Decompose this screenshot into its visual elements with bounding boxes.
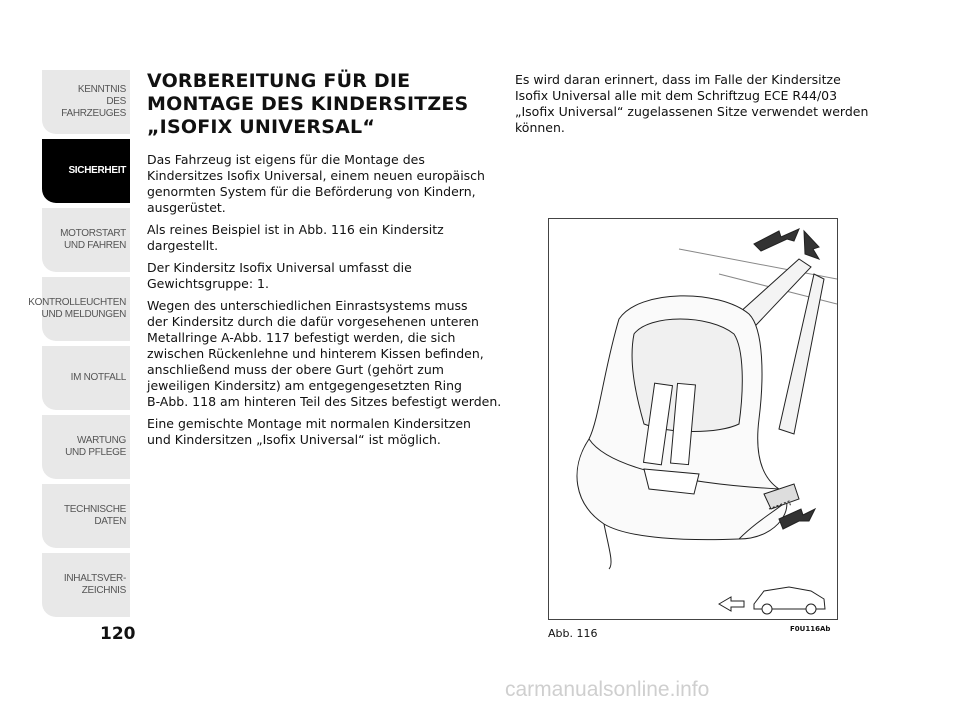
tab-label: WARTUNG UND PFLEGE [65, 435, 126, 458]
tab-label: MOTORSTART UND FAHREN [60, 228, 126, 251]
paragraph: Als reines Beispiel ist in Abb. 116 ein Kindersitz dargestellt. [147, 222, 444, 253]
reminder-paragraph: Es wird daran erinnert, dass im Falle der Kindersitze Isofix Universal alle mit dem Schriftzug ECE R44/03 „Isofix Universal“ zugelassenen Sitze verwendet werden können. [515, 72, 869, 135]
tab-kontrolleuchten[interactable] [28, 277, 130, 341]
page-title: VORBEREITUNG FÜR DIE MONTAGE DES KINDERSITZES „ISOFIX UNIVERSAL“ [147, 70, 469, 138]
figure-child-seat [548, 218, 838, 620]
figure-code: F0U116Ab [790, 625, 831, 633]
paragraph: Der Kindersitz Isofix Universal umfasst die Gewichtsgruppe: 1. [147, 260, 412, 291]
paragraph: Wegen des unterschiedlichen Einrastsystems muss der Kindersitz durch die dafür vorgesehenen unteren Metallringe A-Abb. 117 befestigt werden, die sich zwischen Rückenlehne und hinterem Kissen befinden, anschließend muss der obere Gurt (gehört zum jeweiligen Kindersitz) am entgegengesetzten Ring B-Abb. 118 am hinteren Teil des Sitzes befestigt werden. [147, 298, 502, 409]
tab-label: KENNTNIS DES FAHRZEUGES [61, 84, 126, 119]
tab-im-notfall[interactable] [42, 346, 130, 410]
tab-label: INHALTSVER- ZEICHNIS [63, 573, 126, 596]
page-number: 120 [100, 624, 136, 644]
tab-inhaltsverzeichnis[interactable] [42, 553, 130, 617]
paragraph: Das Fahrzeug ist eigens für die Montage des Kindersitzes Isofix Universal, einem neuen europäisch genormten System für die Beförderung von Kindern, ausgerüstet. [147, 152, 485, 215]
tab-wartung[interactable] [42, 415, 130, 479]
tab-label: IM NOTFALL [70, 372, 126, 383]
tab-sicherheit[interactable] [42, 139, 130, 203]
tab-motorstart[interactable] [42, 208, 130, 272]
tab-kenntnis[interactable] [42, 70, 130, 134]
tab-label: SICHERHEIT [68, 165, 126, 176]
tab-technische-daten[interactable] [42, 484, 130, 548]
child-seat-illustration [549, 219, 837, 619]
paragraph: Eine gemischte Montage mit normalen Kindersitzen und Kindersitzen „Isofix Universal“ ist möglich. [147, 416, 471, 447]
chapter-sidebar [28, 70, 130, 622]
watermark: carmanualsonline.info [505, 678, 710, 701]
body-text [147, 152, 502, 454]
figure-caption: Abb. 116 [548, 627, 598, 640]
tab-label: KONTROLLEUCHTEN UND MELDUNGEN [28, 297, 126, 320]
tab-label: TECHNISCHE DATEN [63, 504, 126, 527]
